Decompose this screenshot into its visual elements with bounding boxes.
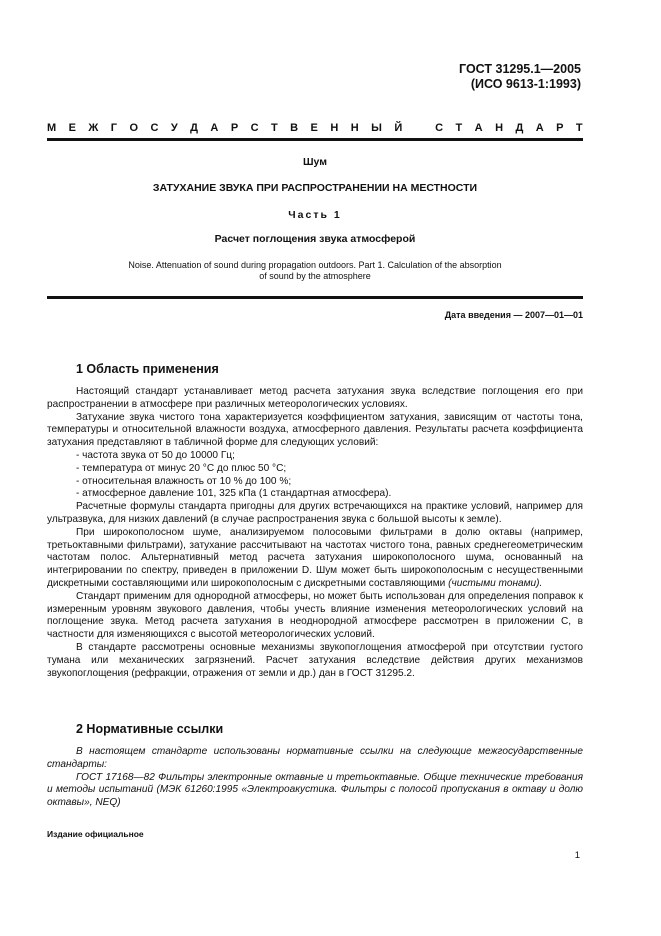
banner-letter: Е xyxy=(310,122,318,134)
paragraph: В настоящем стандарте использованы нормативные ссылки на следующие межгосударственные стандарты: xyxy=(47,746,583,770)
section-2-heading: 2 Нормативные ссылки xyxy=(76,722,224,736)
title-rule xyxy=(47,296,583,299)
banner-letter: Е xyxy=(68,122,76,134)
banner-letter: Т xyxy=(270,122,278,134)
english-title-line1: Noise. Attenuation of sound during propagation outdoors. Part 1. Calculation of the absorption xyxy=(128,260,502,270)
paragraph: Затухание звука чистого тона характеризуется коэффициентом затухания, зависящим от частоты тона, температуры и относительной влажности воздуха, атмосферного давления. Результаты расчета коэффициента затухания представляют в табличной форме для следующих условий: xyxy=(47,411,583,449)
main-title: ЗАТУХАНИЕ ЗВУКА ПРИ РАСПРОСТРАНЕНИИ НА МЕСТНОСТИ xyxy=(152,182,478,194)
paragraph-italic: (чистыми тонами). xyxy=(448,577,543,589)
paragraph-text: При широкополосном шуме, анализируемом полосовыми фильтрами в долю октавы (например, третьоктавными фильтрами), затухание рассчитывают на частотах чистого тона, равных среднегеометрическим частотам полос. Альтернативный метод расчета затухания широкополосного шума, основанный на интегрировании по спектру, приведен в приложении D. Шум может быть широкополосным с несущественными дискретными составляющими или широкополосным с дискретными составляющими xyxy=(47,526,583,589)
list-item: - относительная влажность от 10 % до 100 %; xyxy=(76,475,292,487)
banner-rule xyxy=(47,138,583,141)
banner-letter: В xyxy=(290,122,299,134)
banner-letter: Т xyxy=(455,122,463,134)
banner-letter: Ж xyxy=(88,122,99,134)
subtitle: Расчет поглощения звука атмосферой xyxy=(214,233,416,245)
subject-title: Шум xyxy=(302,156,328,168)
banner-letter: Н xyxy=(330,122,339,134)
banner-gap xyxy=(415,122,423,134)
section-2-body xyxy=(47,746,583,810)
banner-letter: Н xyxy=(495,122,504,134)
official-edition-label: Издание официальное xyxy=(47,829,144,839)
standard-code: ГОСТ 31295.1—2005 xyxy=(459,62,581,76)
banner-letter: Ы xyxy=(371,122,382,134)
banner-letter: С xyxy=(150,122,159,134)
banner-letter: О xyxy=(129,122,139,134)
list-item: - частота звука от 50 до 10000 Гц; xyxy=(76,449,235,461)
banner-letter: У xyxy=(170,122,178,134)
banner-letter: С xyxy=(435,122,444,134)
part-title: Часть 1 xyxy=(288,209,342,221)
list-item: - температура от минус 20 °С до плюс 50 °С; xyxy=(76,462,287,474)
banner-letter: Р xyxy=(556,122,564,134)
banner-letter: А xyxy=(535,122,544,134)
page-number: 1 xyxy=(574,850,580,861)
paragraph: Стандарт применим для однородной атмосферы, но может быть использован для определения поправок к измеренным уровням звукового давления, чтобы учесть влияние изменения метеорологических условий на поглощение звука. Метод расчета затухания в неоднородной атмосфере рассмотрен в приложении С, в частности для изменяющихся с высотой метеорологических условий. xyxy=(47,590,583,641)
paragraph xyxy=(47,527,583,591)
banner-letter: С xyxy=(250,122,259,134)
paragraph: Настоящий стандарт устанавливает метод расчета затухания звука вследствие поглощения его при распространении в атмосфере при различных метеорологических условиях. xyxy=(47,386,583,410)
iso-code: (ИСО 9613-1:1993) xyxy=(470,77,581,91)
section-1-heading: 1 Область применения xyxy=(76,362,219,376)
english-title-line2: of sound by the atmosphere xyxy=(259,271,371,281)
banner-letter: Т xyxy=(575,122,583,134)
banner-letter: М xyxy=(47,122,57,134)
section-1-body xyxy=(47,386,583,680)
banner-letter: Д xyxy=(190,122,198,134)
banner-letter: А xyxy=(210,122,219,134)
banner-letter: Г xyxy=(110,122,118,134)
banner-letter: А xyxy=(474,122,483,134)
banner-letter: Й xyxy=(394,122,403,134)
list-item: - атмосферное давление 101, 325 кПа (1 стандартная атмосфера). xyxy=(76,488,392,500)
paragraph: В стандарте рассмотрены основные механизмы звукопоглощения атмосферой при отсутствии густого тумана или механических загрязнений. Расчет затухания вследствие действия других механизмов звукопоглощения (рефракции, отражения от земли и др.) дан в ГОСТ 31295.2. xyxy=(47,641,583,679)
banner-letter: Д xyxy=(515,122,524,134)
introduction-date: Дата введения — 2007—01—01 xyxy=(444,310,583,320)
normative-reference: ГОСТ 17168—82 Фильтры электронные октавные и третьоктавные. Общие технические требования и методы испытаний (МЭК 61260:1995 «Электроакустика. Фильтры с полосой пропускания в октаву и долю октавы», NEQ) xyxy=(47,771,583,809)
paragraph: Расчетные формулы стандарта пригодны для других встречающихся на практике условий, например для ультразвука, для низких давлений (в случае распространения звука с большой высоты к земле). xyxy=(47,501,583,525)
banner-letter: Р xyxy=(230,122,239,134)
banner-letter: Н xyxy=(350,122,359,134)
interstate-standard-banner xyxy=(47,122,583,134)
